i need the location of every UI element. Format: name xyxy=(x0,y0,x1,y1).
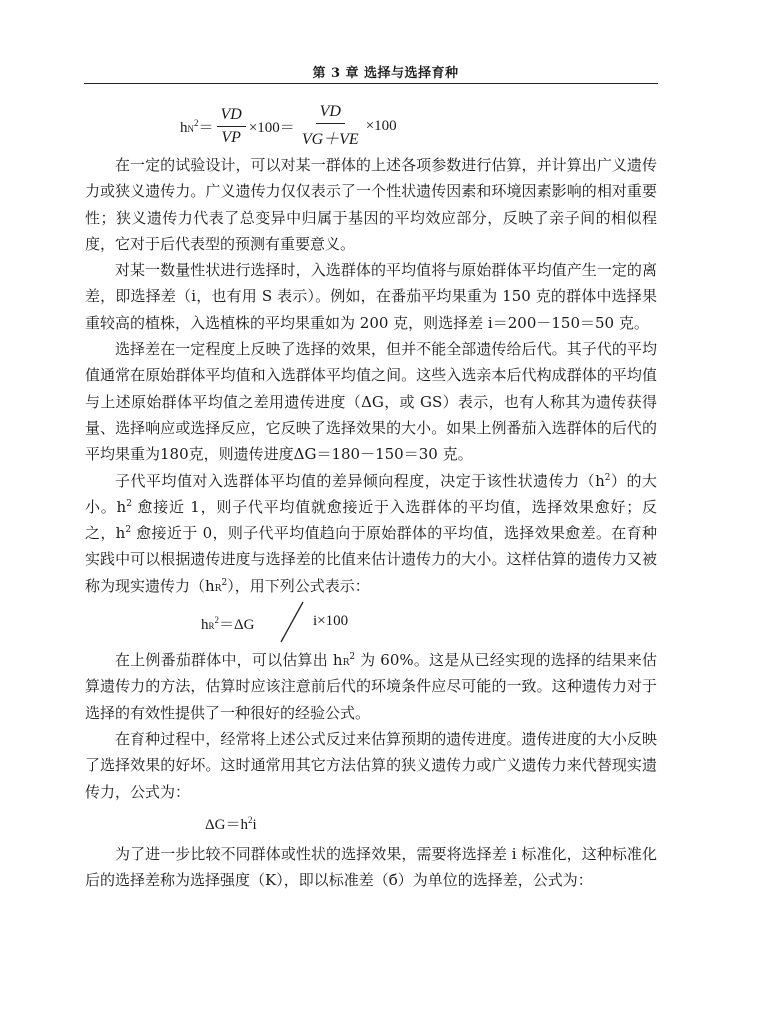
paragraph-3: 选择差在一定程度上反映了选择的效果，但并不能全部遗传给后代。其子代的平均值通常在原始群体平均值和入选群体平均值之间。这些入选亲本后代构成群体的平均值与上述原始群体平均值之差用遗传进度（ΔG，或 GS）表示，也有人称其为遗传获得量、选择响应或选择反应，它反映了选择效果的大小。如果上例番茄入选群体的后代的平均果重为180克，则遗传进度ΔG＝180－150＝30 克。 xyxy=(85,340,657,464)
chapter-header: 第 3 章 选择与选择育种 xyxy=(312,66,459,81)
formula-lhs: $hN^2=$ xyxy=(180,117,214,136)
fraction-denominator: VP xyxy=(221,128,241,146)
page-content xyxy=(85,100,657,893)
genetic-gain-formula: $\Delta G=h^2i$ xyxy=(205,814,257,833)
heritability-formula-narrow xyxy=(85,100,657,152)
paragraph-4: 子代平均值对入选群体平均值的差异倾向程度，决定于该性状遗传力$(h^2)$的大小。$h^2$ 愈接近 1，则子代平均值就愈接近于入选群体的平均值，选择效果愈好；反之，$h^2$ 愈接近于 0，则子代平均值趋向于原始群体的平均值，选择效果愈差。在育种实践中可以根据遗传进度与选择差的比值来估计遗传力的大小。这样估算的遗传力又被称为现实遗传力$(hR^2)$，用下列公式表示： xyxy=(85,471,657,595)
division-slash xyxy=(277,599,307,645)
paragraph-1: 在一定的试验设计，可以对某一群体的上述各项参数进行估算，并计算出广义遗传力或狭义遗传力。广义遗传力仅仅表示了一个性状遗传因素和环境因素影响的相对重要性；狭义遗传力代表了总变异中归属于基因的平均效应部分，反映了亲子间的相似程度，它对于后代表型的预测有重要意义。 xyxy=(85,156,657,253)
fraction-numerator: VD xyxy=(217,106,246,127)
times-100: ×100＝ xyxy=(248,119,295,136)
paragraph-5: 在上例番茄群体中，可以估算出 $hR^2$ 为 60%。这是从已经实现的选择的结果来估算遗传力的方法，估算时应该注意前后代的环境条件应尽可能的一致。这种遗传力对于选择的有效性提供了一种很好的经验公式。 xyxy=(85,651,657,722)
fraction-vd-vg-ve xyxy=(298,103,363,149)
paragraph-6: 在育种过程中，经常将上述公式反过来估算预期的遗传进度。遗传进度的大小反映了选择效果的好坏。这时通常用其它方法估算的狭义遗传力或广义遗传力来代替现实遗传力，公式为： xyxy=(85,729,657,801)
header-rule xyxy=(84,83,658,84)
fraction-numerator: VD xyxy=(316,103,345,124)
paragraph-2: 对某一数量性状进行选择时，入选群体的平均值将与原始群体平均值产生一定的离差，即选择差（i，也有用 S 表示）。例如，在番茄平均果重为 150 克的群体中选择果重较高的植株，入选植株的平均果重如为 200 克，则选择差 i＝200－150＝50 克。 xyxy=(85,261,657,332)
paragraph-7: 为了进一步比较不同群体或性状的选择效果，需要将选择差 i 标准化，这种标准化后的选择差称为选择强度（K），即以标准差（б）为单位的选择差，公式为： xyxy=(85,844,657,890)
times-100: ×100 xyxy=(365,117,397,134)
realized-heritability-formula xyxy=(85,599,657,647)
fraction-denominator: VG＋VE xyxy=(301,131,359,148)
fraction-vd-vp xyxy=(217,106,246,147)
formula-rhs: i×100 xyxy=(313,613,349,630)
formula-lhs: $hR^2=\Delta G$ xyxy=(201,615,255,634)
